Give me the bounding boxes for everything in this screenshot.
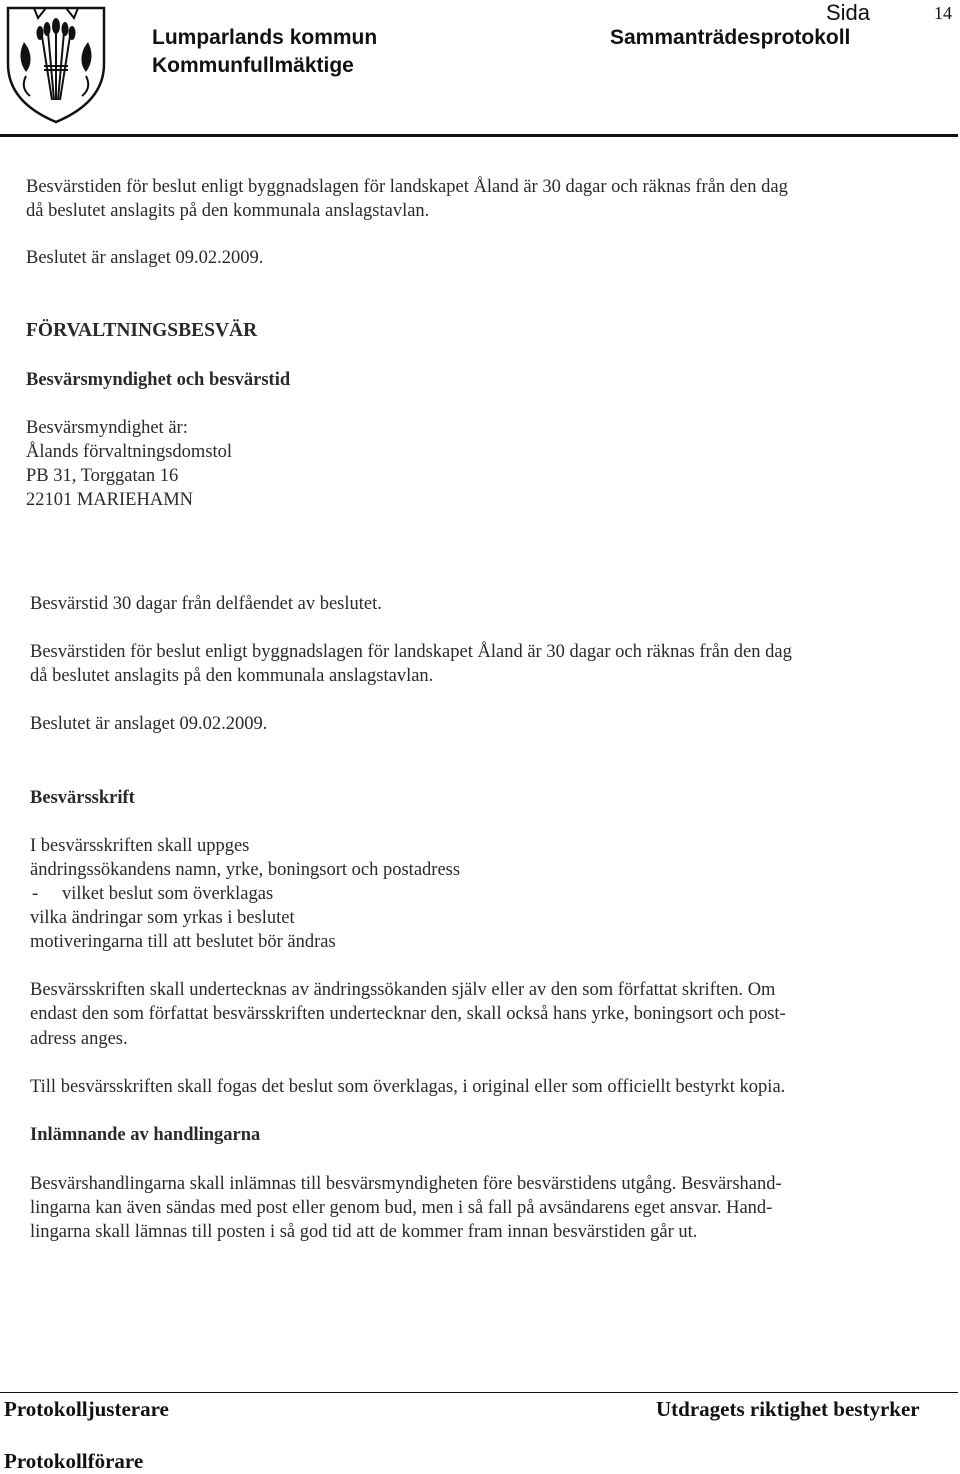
footer-adjuster: Protokolljusterare xyxy=(4,1397,169,1421)
footer-divider xyxy=(0,1392,958,1393)
authority-name: Ålands förvaltningsdomstol xyxy=(26,442,233,462)
appeal-list-item: ändringssökandens namn, yrke, boningsort och postadress xyxy=(30,860,461,880)
scanned-page-content xyxy=(0,140,960,1390)
appeal-list-item: vilka ändringar som yrkas i beslutet xyxy=(30,908,295,928)
appeal-period-line: Besvärstid 30 dagar från delfåendet av beslutet. xyxy=(30,594,382,614)
paragraph-line: Besvärstiden för beslut enligt byggnadslagen för landskapet Åland är 30 dagar och räknas från den dag xyxy=(30,642,792,662)
authority-street: PB 31, Torggatan 16 xyxy=(26,466,179,486)
section-heading-appeal: Besvärsskrift xyxy=(30,788,135,808)
section-heading-authority: Besvärsmyndighet och besvärstid xyxy=(26,370,291,390)
paragraph-line: Besvärstiden för beslut enligt byggnadslagen för landskapet Åland är 30 dagar och räknas från den dag xyxy=(26,177,788,197)
posted-date-line: Beslutet är anslaget 09.02.2009. xyxy=(30,714,268,734)
footer-certify: Utdragets riktighet bestyrker xyxy=(656,1397,920,1421)
authority-city: 22101 MARIEHAMN xyxy=(26,490,194,510)
appeal-list-dash: - xyxy=(32,884,39,904)
paragraph-line: adress anges. xyxy=(30,1029,128,1049)
footer-keeper: Protokollförare xyxy=(4,1449,144,1473)
paragraph-line: då beslutet anslagits på den kommunala anslagstavlan. xyxy=(26,201,430,221)
page-number: 14 xyxy=(934,3,952,23)
appeal-list-item: vilket beslut som överklagas xyxy=(62,884,274,904)
page-label: Sida xyxy=(826,0,871,25)
paragraph-line: Besvärshandlingarna skall inlämnas till besvärsmyndigheten före besvärstidens utgång. Besvärshand- xyxy=(30,1174,782,1194)
posted-date-line: Beslutet är anslaget 09.02.2009. xyxy=(26,248,264,268)
section-heading-submit: Inlämnande av handlingarna xyxy=(30,1125,261,1145)
paragraph-line: då beslutet anslagits på den kommunala anslagstavlan. xyxy=(30,666,434,686)
document-type: Sammanträdesprotokoll xyxy=(610,26,851,49)
appeal-list-item: motiveringarna till att beslutet bör ändras xyxy=(30,932,336,952)
section-heading-main: FÖRVALTNINGSBESVÄR xyxy=(26,320,258,341)
council-name: Kommunfullmäktige xyxy=(152,54,354,77)
authority-intro: Besvärsmyndighet är: xyxy=(26,418,188,438)
paragraph-line: Besvärsskriften skall undertecknas av ändringssökanden själv eller av den som författat skriften. Om xyxy=(30,980,776,1000)
paragraph-line: endast den som författat besvärsskriften undertecknar den, skall också hans yrke, boningsort och post- xyxy=(30,1004,786,1024)
appeal-intro: I besvärsskriften skall uppges xyxy=(30,836,250,856)
municipality-name: Lumparlands kommun xyxy=(152,26,378,49)
header-divider xyxy=(0,134,958,137)
header-organization xyxy=(152,24,377,80)
paragraph-line: lingarna skall lämnas till posten i så god tid att de kommer fram innan besvärstiden går ut. xyxy=(30,1222,698,1242)
municipal-coat-of-arms-icon xyxy=(4,2,108,126)
paragraph-line: Till besvärsskriften skall fogas det beslut som överklagas, i original eller som officiellt bestyrkt kopia. xyxy=(30,1077,786,1097)
paragraph-line: lingarna kan även sändas med post eller genom bud, men i så fall på avsändarens eget ansvar. Hand- xyxy=(30,1198,773,1218)
